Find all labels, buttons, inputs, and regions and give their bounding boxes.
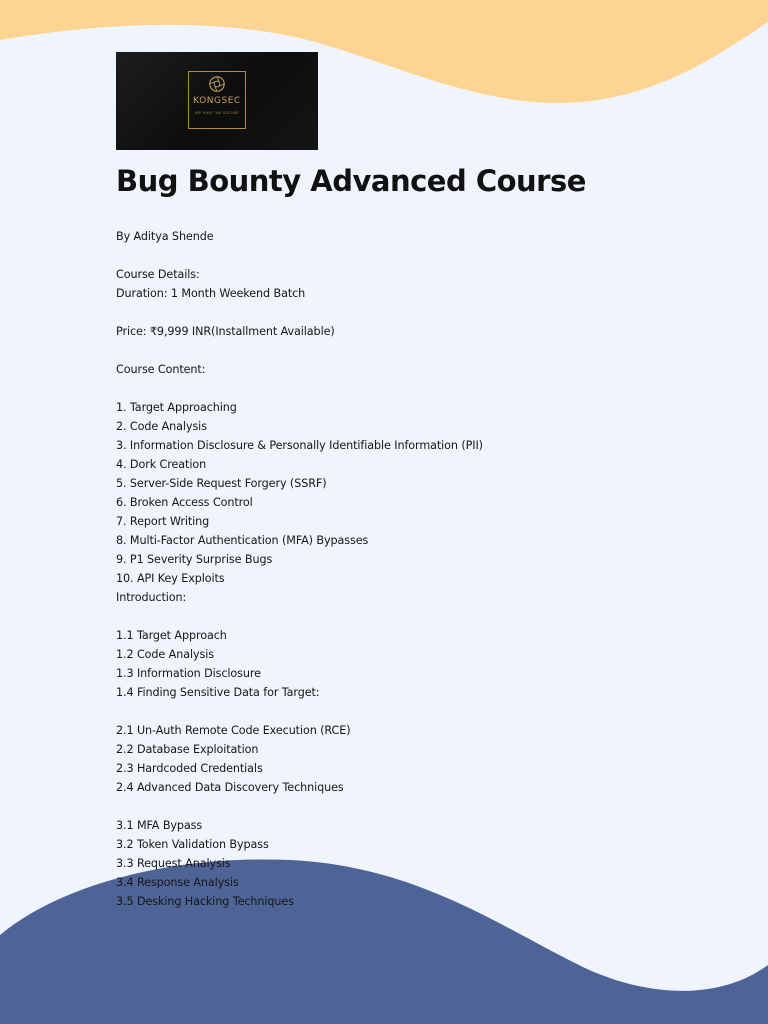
section3-list-item: 3.1 MFA Bypass	[116, 819, 203, 832]
content-list-item: 6. Broken Access Control	[116, 496, 253, 509]
blank-line	[116, 797, 483, 816]
content-list-item: 10. API Key Exploits	[116, 572, 225, 585]
blank-line	[116, 379, 483, 398]
blank-line	[116, 246, 483, 265]
content-list-item: 8. Multi-Factor Authentication (MFA) Bypasses	[116, 534, 369, 547]
page-title: Bug Bounty Advanced Course	[116, 164, 586, 198]
section2-list-item: 2.2 Database Exploitation	[116, 743, 259, 756]
section3-list-item: 3.5 Desking Hacking Techniques	[116, 895, 294, 908]
course-body	[116, 227, 483, 911]
section2-list-item: 2.4 Advanced Data Discovery Techniques	[116, 781, 344, 794]
introduction-list-item: 1.2 Code Analysis	[116, 648, 214, 661]
content-heading: Course Content:	[116, 363, 206, 376]
blank-line	[116, 702, 483, 721]
aperture-icon	[208, 75, 226, 93]
author-line: By Aditya Shende	[116, 230, 214, 243]
price-line: Price: ₹9,999 INR(Installment Available)	[116, 325, 335, 338]
section2-list-item: 2.3 Hardcoded Credentials	[116, 762, 263, 775]
logo-tagline: WE HUNT WE SECURE	[195, 111, 239, 115]
introduction-list-item: 1.1 Target Approach	[116, 629, 227, 642]
section3-list-item: 3.4 Response Analysis	[116, 876, 239, 889]
content-list-item: 5. Server-Side Request Forgery (SSRF)	[116, 477, 327, 490]
content-list-item: 4. Dork Creation	[116, 458, 207, 471]
duration-line: Duration: 1 Month Weekend Batch	[116, 287, 306, 300]
content-list-item: 2. Code Analysis	[116, 420, 207, 433]
logo-brand-text: KONGSEC	[193, 96, 241, 106]
introduction-list-item: 1.4 Finding Sensitive Data for Target:	[116, 686, 320, 699]
kongsec-logo	[116, 52, 318, 150]
introduction-heading: Introduction:	[116, 591, 187, 604]
section3-list-item: 3.2 Token Validation Bypass	[116, 838, 269, 851]
section2-list-item: 2.1 Un-Auth Remote Code Execution (RCE)	[116, 724, 351, 737]
content-list-item: 1. Target Approaching	[116, 401, 237, 414]
introduction-list-item: 1.3 Information Disclosure	[116, 667, 261, 680]
blank-line	[116, 607, 483, 626]
content-list-item: 3. Information Disclosure & Personally Identifiable Information (PII)	[116, 439, 483, 452]
section3-list-item: 3.3 Request Analysis	[116, 857, 231, 870]
content-list-item: 9. P1 Severity Surprise Bugs	[116, 553, 273, 566]
content-list-item: 7. Report Writing	[116, 515, 210, 528]
blank-line	[116, 303, 483, 322]
blank-line	[116, 341, 483, 360]
details-heading: Course Details:	[116, 268, 200, 281]
